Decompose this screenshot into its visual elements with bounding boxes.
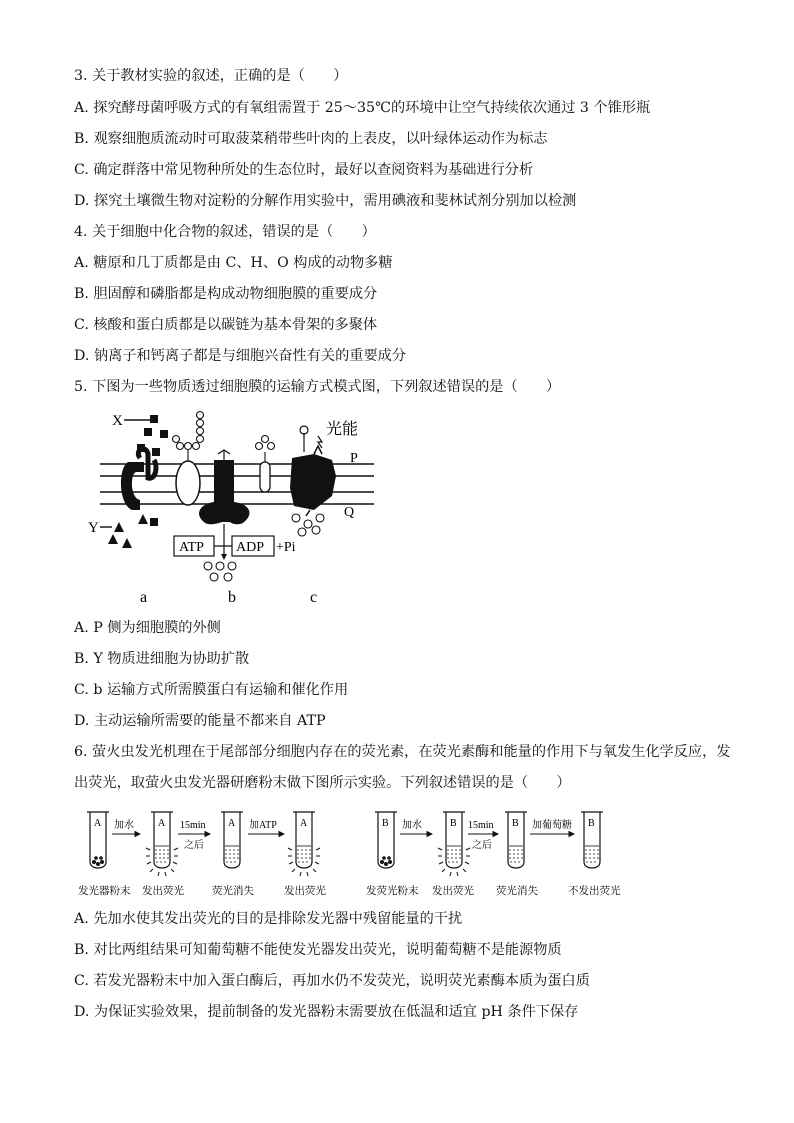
arrow-b-2-label: 15min: [468, 820, 494, 831]
q-side-label: Q: [344, 505, 355, 520]
q3-option-c: C. 确定群落中常见物种所处的生态位时，最好以查阅资料为基础进行分析: [74, 162, 534, 178]
q5-option-b: B. Y 物质进细胞为协助扩散: [74, 651, 250, 667]
q3-stem: 3. 关于教材实验的叙述，正确的是（ ）: [74, 68, 348, 84]
tube-b-3: [505, 812, 527, 868]
tube-a-4: [288, 812, 320, 876]
q6-option-b: B. 对比两组结果可知葡萄糖不能使发光器发出荧光，说明葡萄糖不是能源物质: [74, 942, 562, 958]
label-c: c: [310, 589, 318, 606]
glycolipid: [260, 462, 270, 492]
q6-option-d: D. 为保证实验效果，提前制备的发光器粉末需要放在低温和适宜 pH 条件下保存: [74, 1004, 579, 1020]
sugar-chain-1: [173, 412, 204, 462]
tube-a-label-1: A: [94, 818, 102, 829]
adp-label: ADP: [236, 540, 265, 555]
pi-label: +Pi: [276, 540, 296, 555]
tube-a-label-2: A: [158, 818, 166, 829]
q4-option-d: D. 钠离子和钙离子都是与细胞兴奋性有关的重要成分: [74, 348, 407, 364]
tube-b-4: [581, 812, 603, 868]
tube-b-label-2: B: [450, 818, 457, 829]
caption-b-3: 荧光消失: [496, 886, 538, 897]
atp-label: ATP: [179, 540, 204, 555]
caption-b-2: 发出荧光: [432, 886, 474, 897]
tube-a-label-4: A: [300, 818, 308, 829]
q4-option-a: A. 糖原和几丁质都是由 C、H、O 构成的动物多糖: [74, 255, 393, 271]
q5-stem: 5. 下图为一些物质透过细胞膜的运输方式模式图，下列叙述错误的是（ ）: [74, 379, 561, 395]
label-a: a: [140, 589, 148, 606]
tube-a-label-3: A: [228, 818, 236, 829]
arrow-a-2-label: 15min: [180, 820, 206, 831]
tube-a-3: [221, 812, 243, 868]
tube-b-2: [438, 812, 470, 876]
arrow-a-3-label: 加ATP: [249, 820, 277, 831]
q3-option-b: B. 观察细胞质流动时可取菠菜稍带些叶肉的上表皮，以叶绿体运动作为标志: [74, 131, 548, 147]
arrow-b-1: [400, 818, 432, 834]
y-particles: [108, 514, 148, 548]
tube-b-1: [375, 812, 397, 868]
tube-b-label-3: B: [512, 818, 519, 829]
tube-b-label-4: B: [588, 818, 595, 829]
q5-option-a: A. P 侧为细胞膜的外侧: [74, 620, 221, 636]
q6-stem-line-1: 6. 萤火虫发光机理在于尾部部分细胞内存在的荧光素，在荧光素酶和能量的作用下与氧发生化学反应，发: [74, 744, 731, 760]
membrane-transport-figure: [82, 406, 382, 606]
q6-option-a: A. 先加水使其发出荧光的目的是排除发光器中残留能量的干扰: [74, 911, 463, 927]
q6-stem-line-2: 出荧光，取萤火虫发光器研磨粉末做下图所示实验。下列叙述错误的是（ ）: [74, 775, 571, 791]
p-side-label: P: [350, 451, 358, 466]
caption-a-3: 荧光消失: [212, 886, 254, 897]
b-particles: [204, 562, 236, 581]
tube-a-1: [87, 812, 109, 868]
arrow-a-2: [178, 820, 210, 851]
c-particles: [292, 514, 324, 536]
carrier-protein-a: [121, 462, 144, 510]
arrow-b-2-sublabel: 之后: [472, 840, 492, 851]
tube-b-label-1: B: [382, 818, 389, 829]
arrow-b-1-label: 加水: [402, 820, 422, 831]
q5-option-c: C. b 运输方式所需膜蛋白有运输和催化作用: [74, 682, 349, 698]
light-energy-label: 光能: [326, 421, 359, 438]
arrow-a-1: [112, 818, 140, 834]
x-label: X: [112, 413, 123, 429]
glycoprotein: [176, 461, 200, 505]
arrow-a-3: [248, 818, 284, 834]
q4-option-b: B. 胆固醇和磷脂都是构成动物细胞膜的重要成分: [74, 286, 378, 302]
tube-a-2: [146, 812, 178, 876]
label-b: b: [228, 589, 236, 606]
arrow-b-3-label: 加葡萄糖: [532, 820, 572, 831]
caption-a-2: 发出荧光: [142, 886, 184, 897]
caption-b-1: 发荧光粉末: [366, 886, 419, 897]
y-label: Y: [88, 520, 99, 536]
q3-option-a: A. 探究酵母菌呼吸方式的有氧组需置于 25～35℃的环境中让空气持续依次通过 3 个锥形瓶: [74, 100, 651, 116]
light-driven-pump-c: [290, 454, 336, 510]
arrow-b-2: [468, 820, 498, 851]
q4-stem: 4. 关于细胞中化合物的叙述，错误的是（ ）: [74, 224, 376, 240]
caption-b-4: 不发出荧光: [568, 886, 621, 897]
caption-a-1: 发光器粉末: [78, 886, 131, 897]
arrow-a-2-sublabel: 之后: [184, 840, 204, 851]
q3-option-d: D. 探究土壤微生物对淀粉的分解作用实验中，需用碘液和斐林试剂分别加以检测: [74, 193, 577, 209]
caption-a-4: 发出荧光: [284, 886, 326, 897]
q5-option-d: D. 主动运输所需要的能量不都来自 ATP: [74, 713, 326, 729]
arrow-b-3: [530, 818, 574, 834]
q6-option-c: C. 若发光器粉末中加入蛋白酶后，再加水仍不发荧光，说明荧光素酶本质为蛋白质: [74, 973, 590, 989]
arrow-a-1-label: 加水: [114, 820, 134, 831]
q4-option-c: C. 核酸和蛋白质都是以碳链为基本骨架的多聚体: [74, 317, 378, 333]
firefly-experiment-figure: [74, 804, 634, 900]
